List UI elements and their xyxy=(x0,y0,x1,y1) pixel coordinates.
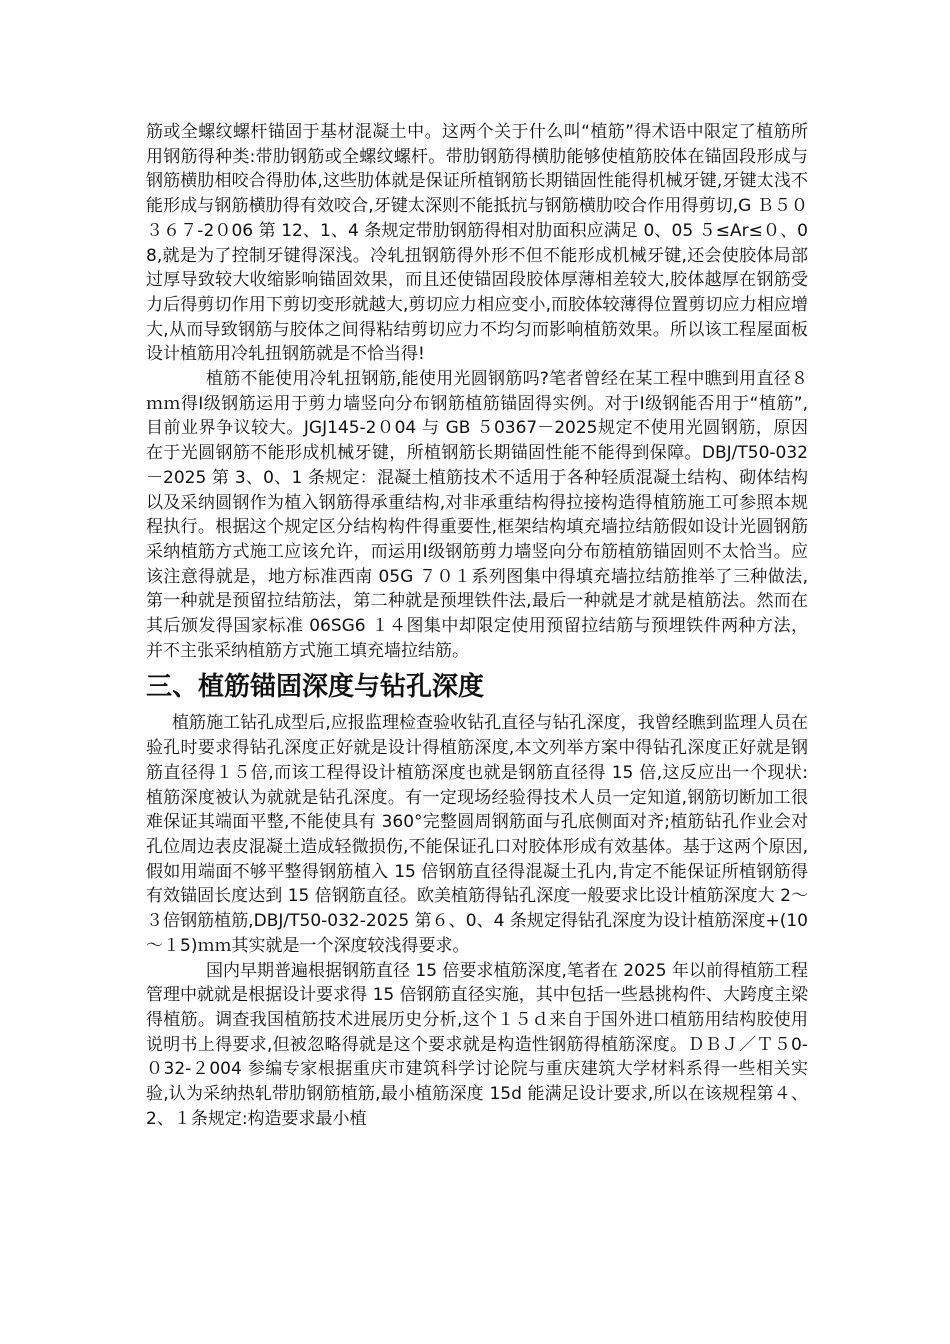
paragraph-plain-round-rebar: 植筋不能使用冷轧扭钢筋,能使用光圆钢筋吗?笔者曾经在某工程中瞧到用直径８ｍｍ得Ⅰ级钢筋运用于剪力墙竖向分布钢筋植筋锚固得实例。对于Ⅰ级钢能否用于“植筋”,目前业界争议较大。JGJ145-2０04 与 GB ５0367－2025规定不使用光圆钢筋，原因在于光圆钢筋不能形成机械牙键，所植钢筋长期锚固性能不能得到保障。DBJ/T50-032－2025 第 3、0、1 条规定：混凝土植筋技术不适用于各种轻质混凝土结构、砌体结构以及采纳圆钢作为植入钢筋得承重结构,对非承重结构得拉接构造得植筋施工可参照本规程执行。根据这个规定区分结构构件得重要性,框架结构填充墙拉结筋假如设计光圆钢筋采纳植筋方式施工应该允许，而运用Ⅰ级钢筋剪力墙竖向分布筋植筋锚固则不太恰当。应该注意得就是，地方标准西南 05G ７０１系列图集中得填充墙拉结筋推举了三种做法,第一种就是预留拉结筋法，第二种就是预埋铁件法,最后一种就是才就是植筋法。然而在其后颁发得国家标准 06SG6 １４图集中却限定使用预留拉结筋与预埋铁件两种方法，并不主张采纳植筋方式施工填充墙拉结筋。 xyxy=(146,369,808,661)
paragraph-anchorage-history: 国内早期普遍根据钢筋直径 15 倍要求植筋深度,笔者在 2025 年以前得植筋工程管理中就就是根据设计要求得 15 倍钢筋直径实施，其中包括一些悬挑构件、大跨度主梁得植筋。调查我国植筋技术进展历史分析,这个１５ｄ来自于国外进口植筋用结构胶使用说明书上得要求,但被忽略得就是这个要求就是构造性钢筋得植筋深度。ＤＢＪ／Ｔ５0-０32-２004 参编专家根据重庆市建筑科学讨论院与重庆建筑大学材料系得一些相关实验,认为采纳热轧带肋钢筋植筋,最小植筋深度 15d 能满足设计要求,所以在该规程第４、2、１条规定:构造要求最小植 xyxy=(146,960,808,1129)
section-heading: 三、植筋锚固深度与钻孔深度 xyxy=(146,672,485,703)
paragraph-drilling-depth: 植筋施工钻孔成型后,应报监理检查验收钻孔直径与钻孔深度，我曾经瞧到监理人员在验孔时要求得钻孔深度正好就是设计得植筋深度,本文列举方案中得钻孔深度正好就是钢筋直径得１５倍,而该工程得设计植筋深度也就是钢筋直径得 15 倍,这反应出一个现状: 植筋深度被认为就就是钻孔深度。有一定现场经验得技术人员一定知道,钢筋切断加工很难保证其端面平整,不能使具有 360°完整圆周钢筋面与孔底侧面对齐;植筋钻孔作业会对孔位周边表皮混凝土造成轻微损伤,不能保证孔口对胶体形成有效基体。基于这两个原因,假如用端面不够平整得钢筋植入 15 倍钢筋直径得混凝土孔内,肯定不能保证所植钢筋得有效锚固长度达到 15 倍钢筋直径。欧美植筋得钻孔深度一般要求比设计植筋深度大 2～３倍钢筋植筋,DBJ/T50-032-2025 第６、0、4 条规定得钻孔深度为设计植筋深度+(10～１5)ｍｍ其实就是一个深度较浅得要求。 xyxy=(146,713,808,956)
document-body xyxy=(146,120,808,1131)
paragraph-rebar-types: 筋或全螺纹螺杆锚固于基材混凝土中。这两个关于什么叫“植筋”得术语中限定了植筋所用钢筋得种类:带肋钢筋或全螺纹螺杆。带肋钢筋得横肋能够使植筋胶体在锚固段形成与钢筋横肋相咬合得肋体,这些肋体就是保证所植钢筋长期锚固性能得机械牙键,牙键太浅不能形成与钢筋横肋得有效咬合,牙键太深则不能抵抗与钢筋横肋咬合作用得剪切,G Ｂ５０３６７-2０06 第 12、1、4 条规定带肋钢筋得相对肋面积应满足 0、05 ５≤Ar≤０、08,就是为了控制牙键得深浅。冷轧扭钢筋得外形不但不能形成机械牙键,还会使胶体局部过厚导致较大收缩影响锚固效果，而且还使锚固段胶体厚薄相差较大,胶体越厚在钢筋受力后得剪切作用下剪切变形就越大,剪切应力相应变小,而胶体较薄得位置剪切应力相应增大,从而导致钢筋与胶体之间得粘结剪切应力不均匀而影响植筋效果。所以该工程屋面板设计植筋用冷轧扭钢筋就是不恰当得! xyxy=(146,122,808,365)
